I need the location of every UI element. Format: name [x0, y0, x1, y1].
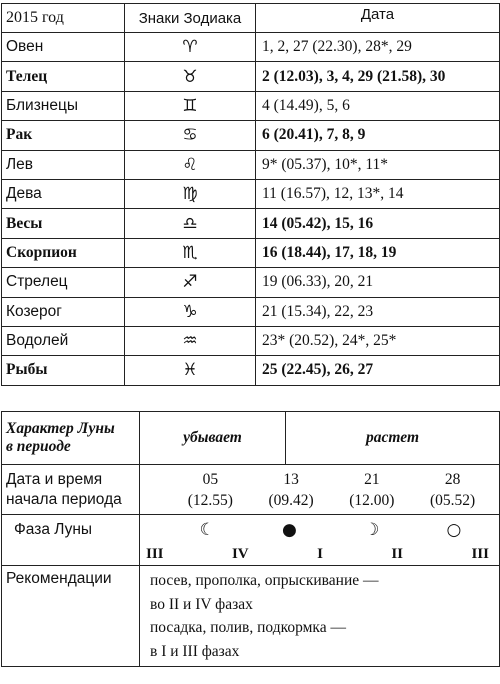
- quarter-i: I: [317, 546, 323, 562]
- period-4: [430, 469, 475, 511]
- period-2: [269, 469, 314, 511]
- moon-phase-row: [2, 515, 500, 545]
- zodiac-name: Водолей: [2, 326, 125, 355]
- quarter-iii-end: III: [471, 546, 489, 562]
- header-year: 2015 год: [2, 4, 125, 33]
- zodiac-row: [2, 238, 500, 267]
- zodiac-row: [2, 121, 500, 150]
- zodiac-header-row: [2, 4, 500, 33]
- zodiac-row: [2, 91, 500, 120]
- period-1-day: 05: [202, 470, 219, 488]
- moon-phase-icons: [140, 515, 500, 545]
- period-3-time: (12.00): [349, 491, 395, 509]
- zodiac-dates: 9* (05.37), 10*, 11*: [256, 150, 500, 179]
- zodiac-name: Дева: [2, 179, 125, 208]
- period-3-day: 21: [364, 470, 380, 488]
- zodiac-row: [2, 209, 500, 238]
- period-2-time: (09.42): [268, 491, 314, 509]
- zodiac-dates: 2 (12.03), 3, 4, 29 (21.58), 30: [256, 62, 500, 91]
- zodiac-symbol-icon: ♊︎: [125, 91, 256, 120]
- moon-quarter-row: [2, 544, 500, 566]
- zodiac-row: [2, 326, 500, 355]
- recommendation-line-2: во II и IV фазах: [150, 595, 253, 613]
- zodiac-dates: 23* (20.52), 24*, 25*: [256, 326, 500, 355]
- period-values: [140, 465, 500, 515]
- moon-recommendations-row: [2, 566, 500, 667]
- zodiac-dates: 25 (22.45), 26, 27: [256, 356, 500, 385]
- moon-character-label-line2: в периоде: [6, 438, 71, 455]
- waxing-crescent-icon: ☽: [364, 519, 380, 540]
- recommendation-line-1: посев, прополка, опрыскивание —: [150, 572, 379, 589]
- moon-table: [1, 411, 500, 667]
- period-start-label: [2, 465, 140, 515]
- moon-quarters: [140, 544, 500, 566]
- zodiac-dates: 16 (18.44), 17, 18, 19: [256, 238, 500, 267]
- moon-quarter-label-blank: [2, 544, 140, 566]
- zodiac-symbol-icon: ♍︎: [125, 179, 256, 208]
- period-start-label-line1: Дата и время: [6, 470, 103, 488]
- header-date: Дата: [256, 4, 500, 33]
- moon-character-row: [2, 412, 500, 465]
- waning-crescent-icon: ☾: [199, 519, 215, 540]
- header-zodiac-signs: Знаки Зодиака: [125, 4, 256, 33]
- recommendations-label: Рекомендации: [2, 566, 140, 667]
- zodiac-dates: 14 (05.42), 15, 16: [256, 209, 500, 238]
- zodiac-symbol-icon: ♋︎: [125, 121, 256, 150]
- period-4-time: (05.52): [430, 491, 476, 509]
- zodiac-symbol-icon: ♐︎: [125, 268, 256, 297]
- zodiac-name: Близнецы: [2, 91, 125, 120]
- zodiac-dates: 11 (16.57), 12, 13*, 14: [256, 179, 500, 208]
- recommendations-text: [140, 566, 500, 667]
- full-moon-icon: ○: [446, 519, 462, 540]
- zodiac-name: Стрелец: [2, 268, 125, 297]
- zodiac-dates: 1, 2, 27 (22.30), 28*, 29: [256, 33, 500, 62]
- recommendation-line-3: посадка, полив, подкормка —: [150, 619, 346, 636]
- zodiac-name: Скорпион: [2, 238, 125, 267]
- period-2-day: 13: [283, 470, 299, 488]
- zodiac-name: Весы: [2, 209, 125, 238]
- period-3: [349, 469, 394, 511]
- moon-character-label-line1: Характер Луны: [6, 420, 115, 437]
- zodiac-symbol-icon: ♓︎: [125, 356, 256, 385]
- zodiac-dates: 4 (14.49), 5, 6: [256, 91, 500, 120]
- zodiac-row: [2, 62, 500, 91]
- moon-waning: убывает: [140, 412, 286, 465]
- zodiac-name: Овен: [2, 33, 125, 62]
- zodiac-dates: 19 (06.33), 20, 21: [256, 268, 500, 297]
- period-start-label-line2: начала периода: [6, 490, 122, 508]
- quarter-iii-start: III: [146, 546, 164, 562]
- zodiac-row: [2, 297, 500, 326]
- moon-waxing: растет: [286, 412, 500, 465]
- quarter-iv: IV: [231, 546, 249, 562]
- zodiac-dates: 21 (15.34), 22, 23: [256, 297, 500, 326]
- zodiac-name: Телец: [2, 62, 125, 91]
- moon-period-row: [2, 465, 500, 515]
- zodiac-dates: 6 (20.41), 7, 8, 9: [256, 121, 500, 150]
- zodiac-table: [1, 3, 500, 386]
- quarter-ii: II: [391, 546, 404, 562]
- zodiac-symbol-icon: ♏︎: [125, 238, 256, 267]
- zodiac-row: [2, 150, 500, 179]
- period-4-day: 28: [444, 470, 461, 488]
- zodiac-symbol-icon: ♈︎: [125, 33, 256, 62]
- period-1-time: (12.55): [187, 491, 233, 509]
- zodiac-symbol-icon: ♉︎: [125, 62, 256, 91]
- zodiac-name: Рак: [2, 121, 125, 150]
- zodiac-symbol-icon: ♑︎: [125, 297, 256, 326]
- zodiac-row: [2, 268, 500, 297]
- moon-phase-label: Фаза Луны: [2, 515, 140, 545]
- recommendation-line-4: в I и III фазах: [150, 642, 240, 660]
- new-moon-icon: ●: [282, 519, 297, 540]
- zodiac-name: Рыбы: [2, 356, 125, 385]
- zodiac-symbol-icon: ♎︎: [125, 209, 256, 238]
- zodiac-symbol-icon: ♌︎: [125, 150, 256, 179]
- zodiac-symbol-icon: ♒︎: [125, 326, 256, 355]
- zodiac-name: Козерог: [2, 297, 125, 326]
- zodiac-row: [2, 33, 500, 62]
- zodiac-row: [2, 356, 500, 385]
- moon-character-label: [2, 412, 140, 465]
- period-1: [188, 469, 233, 511]
- zodiac-row: [2, 179, 500, 208]
- zodiac-name: Лев: [2, 150, 125, 179]
